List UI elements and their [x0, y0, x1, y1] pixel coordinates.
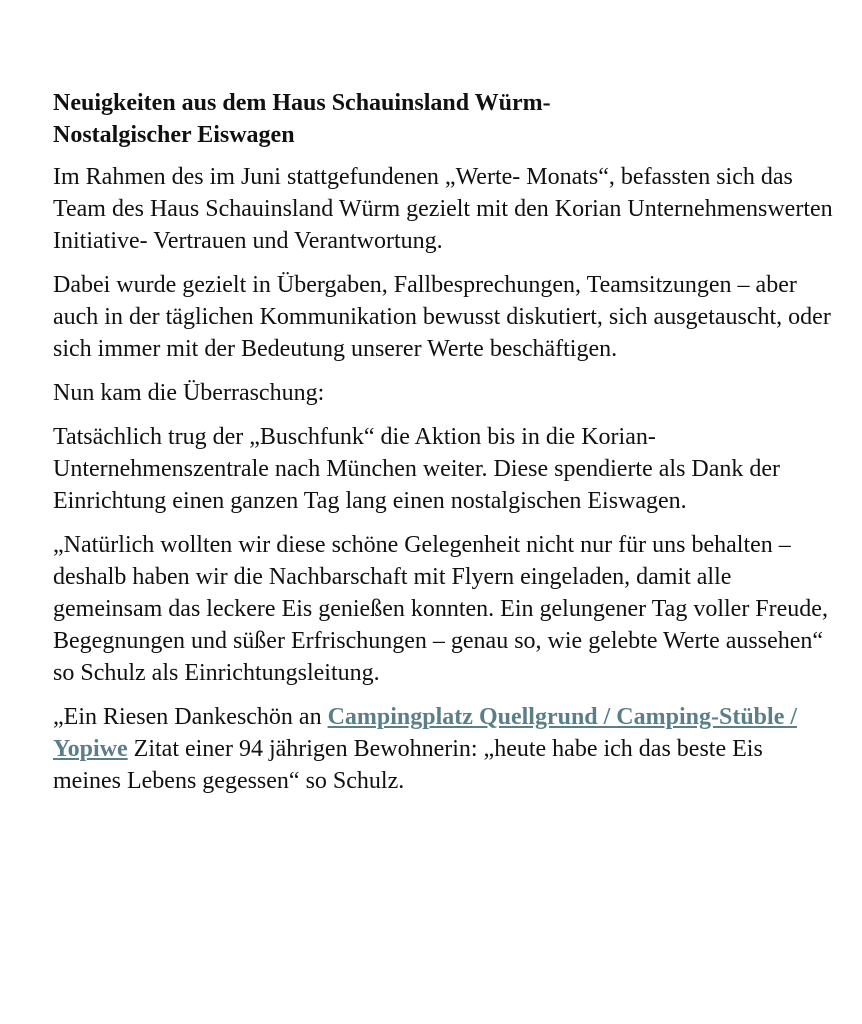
paragraph-surprise: Nun kam die Überraschung:: [53, 380, 325, 406]
headline-line-2: Nostalgischer Eiswagen: [53, 122, 295, 148]
paragraph-discussion: Dabei wurde gezielt in Übergaben, Fallbesprechungen, Teamsitzungen – aber auch in der täglichen Kommunikation bewusst diskutiert, sich ausgetauscht, oder sich immer mit der Bedeutung unserer Werte beschäftigen.: [53, 272, 831, 362]
campingplatz-link[interactable]: Campingplatz Quellgrund / Camping-Stüble / Yopiwe: [53, 704, 798, 762]
news-article: [53, 87, 833, 809]
paragraph-werte-monat: Im Rahmen des im Juni stattgefundenen „Werte- Monats“, befassten sich das Team des Haus Schauinsland Würm gezielt mit den Korian Unternehmenswerten Initiative- Vertrauen und Verantwortung.: [53, 164, 833, 254]
headline-line-1: Neuigkeiten aus dem Haus Schauinsland Würm-: [53, 90, 551, 116]
article-headline: [53, 87, 833, 151]
thanks-text-after-link: Zitat einer 94 jährigen Bewohnerin: „heute habe ich das beste Eis meines Lebens gegessen“ so Schulz.: [53, 736, 763, 794]
paragraph-quote-schulz: „Natürlich wollten wir diese schöne Gelegenheit nicht nur für uns behalten – deshalb haben wir die Nachbarschaft mit Flyern eingeladen, damit alle gemeinsam das leckere Eis genießen konnten. Ein gelungener Tag voller Freude, Begegnungen und süßer Erfrischungen – genau so, wie gelebte Werte aussehen“ so Schulz als Einrichtungsleitung.: [53, 532, 828, 686]
paragraph-thanks: [53, 701, 833, 797]
paragraph-buschfunk: Tatsächlich trug der „Buschfunk“ die Aktion bis in die Korian- Unternehmenszentrale nach München weiter. Diese spendierte als Dank der Einrichtung einen ganzen Tag lang einen nostalgischen Eiswagen.: [53, 424, 781, 514]
thanks-text-before-link: „Ein Riesen Dankeschön an: [53, 704, 328, 730]
